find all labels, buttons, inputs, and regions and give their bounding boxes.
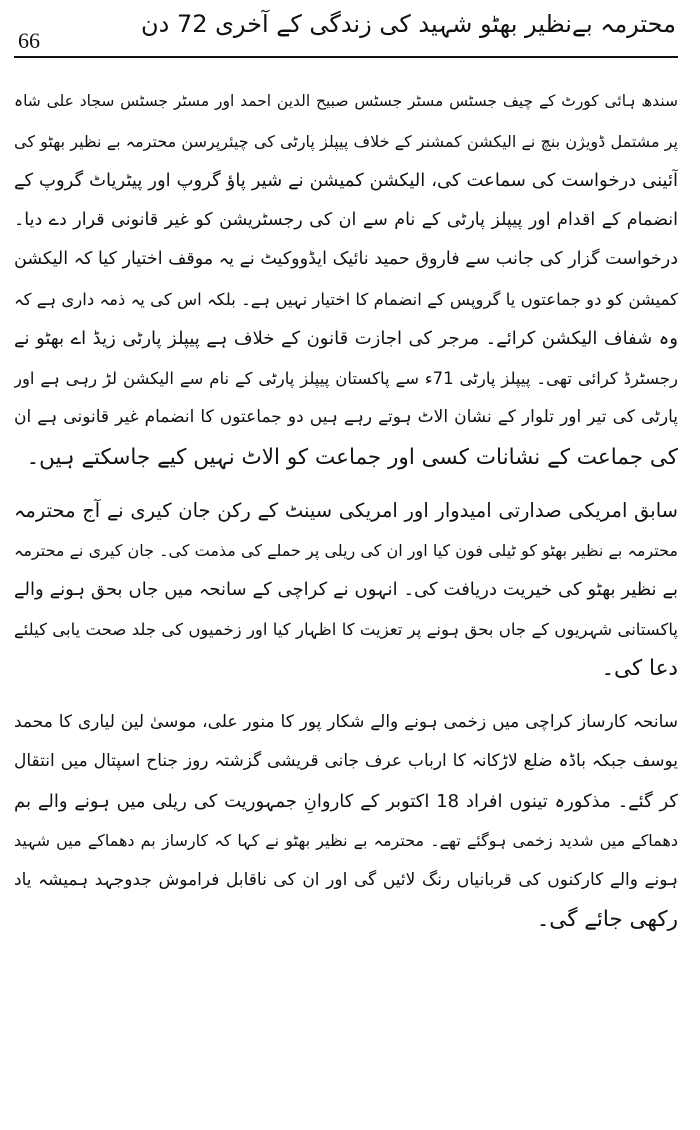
text-line: ہونے والے کارکنوں کی قربانیاں رنگ لائیں گی اور ان کی ناقابل فراموش جدوجہد ہمیشہ یاد	[14, 869, 678, 890]
text-line: کر گئے۔ مذکورہ تینوں افراد 18 اکتوبر کے کاروانِ جمہوریت کی ریلی میں ہونے والے بم	[14, 790, 678, 812]
paragraph-2	[14, 491, 678, 689]
text-line: پر مشتمل ڈویژن بنچ نے الیکشن کمشنر کے خلاف پیپلز پارٹی کی چیئرپرسن محترمہ بے نظیر بھٹو کی	[14, 131, 678, 151]
text-line: رجسٹرڈ کرائی تھی۔ پیپلز پارٹی 71ء سے پاکستان پیپلز پارٹی کے نام سے الیکشن لڑ رہی ہے اور	[14, 368, 678, 388]
text-line: دھماکے میں شدید زخمی ہوگئے تھے۔ محترمہ بے نظیر بھٹو نے کہا کہ کارساز بم دھماکے میں شہید	[14, 831, 678, 850]
text-line: محترمہ بے نظیر بھٹو کو ٹیلی فون کیا اور ان کی ریلی پر حملے کی مذمت کی۔ جان کیری نے محترمہ	[14, 540, 678, 560]
text-line: پاکستانی شہریوں کے جاں بحق ہونے پر تعزیت کا اظہار کیا اور زخمیوں کی جلد صحت یابی کیلئے	[14, 619, 678, 639]
text-line: درخواست گزار کی جانب سے فاروق حمید نائیک ایڈووکیٹ نے یہ موقف اختیار کیا کہ الیکشن	[14, 249, 678, 269]
text-line: بے نظیر بھٹو کی خیریت دریافت کی۔ انہوں نے کراچی کے سانحہ میں جاں بحق ہونے والے	[14, 579, 678, 600]
text-line: یوسف جبکہ باڈہ ضلع لاڑکانہ کا ارباب عرف جانی قریشی گزشتہ روز جناح اسپتال میں انتقال	[14, 751, 678, 771]
text-line: وہ شفاف الیکشن کرائے۔ مرجر کی اجازت قانون کے خلاف ہے پیپلز پارٹی زیڈ اے بھٹو نے	[14, 328, 678, 349]
text-line: سانحہ کارساز کراچی میں زخمی ہونے والے شکار پور کا منور علی، موسیٰ لین لیاری کا محمد	[14, 711, 678, 732]
running-title: محترمہ بےنظیر بھٹو شہید کی زندگی کے آخری 72 دن	[140, 10, 676, 38]
text-line: آئینی درخواست کی سماعت کی، الیکشن کمیشن نے شیر پاؤ گروپ اور پیٹریاٹ گروپ کے	[14, 170, 678, 191]
text-line: انضمام کے اقدام اور پیپلز پارٹی کے نام سے ان کی رجسٹریشن کو غیر قانونی قرار دے دیا۔	[14, 209, 678, 230]
page-header	[14, 0, 678, 58]
paragraph-1	[14, 82, 678, 477]
text-line: دعا کی۔	[601, 656, 678, 681]
page-number: 66	[18, 28, 40, 53]
paragraph-3	[14, 703, 678, 940]
text-line: رکھی جائے گی۔	[536, 907, 678, 932]
text-line: کی جماعت کے نشانات کسی اور جماعت کو الاٹ نہیں کیے جاسکتے ہیں۔	[26, 444, 678, 470]
text-line: کمیشن کو دو جماعتوں یا گروپس کے انضمام کا اختیار نہیں ہے۔ بلکہ اس کی یہ ذمہ داری ہے کہ	[14, 289, 678, 309]
text-line: سندھ ہائی کورٹ کے چیف جسٹس مسٹر جسٹس صبیح الدین احمد اور مسٹر جسٹس سجاد علی شاہ	[14, 92, 678, 110]
text-line: پارٹی کی تیر اور تلوار کے نشان الاٹ ہوتے رہے ہیں دو جماعتوں کا انضمام غیر قانونی ہے ان	[14, 407, 678, 427]
text-line: سابق امریکی صدارتی امیدوار اور امریکی سینٹ کے رکن جان کیری نے آج محترمہ	[14, 499, 678, 522]
body-text	[14, 58, 678, 940]
